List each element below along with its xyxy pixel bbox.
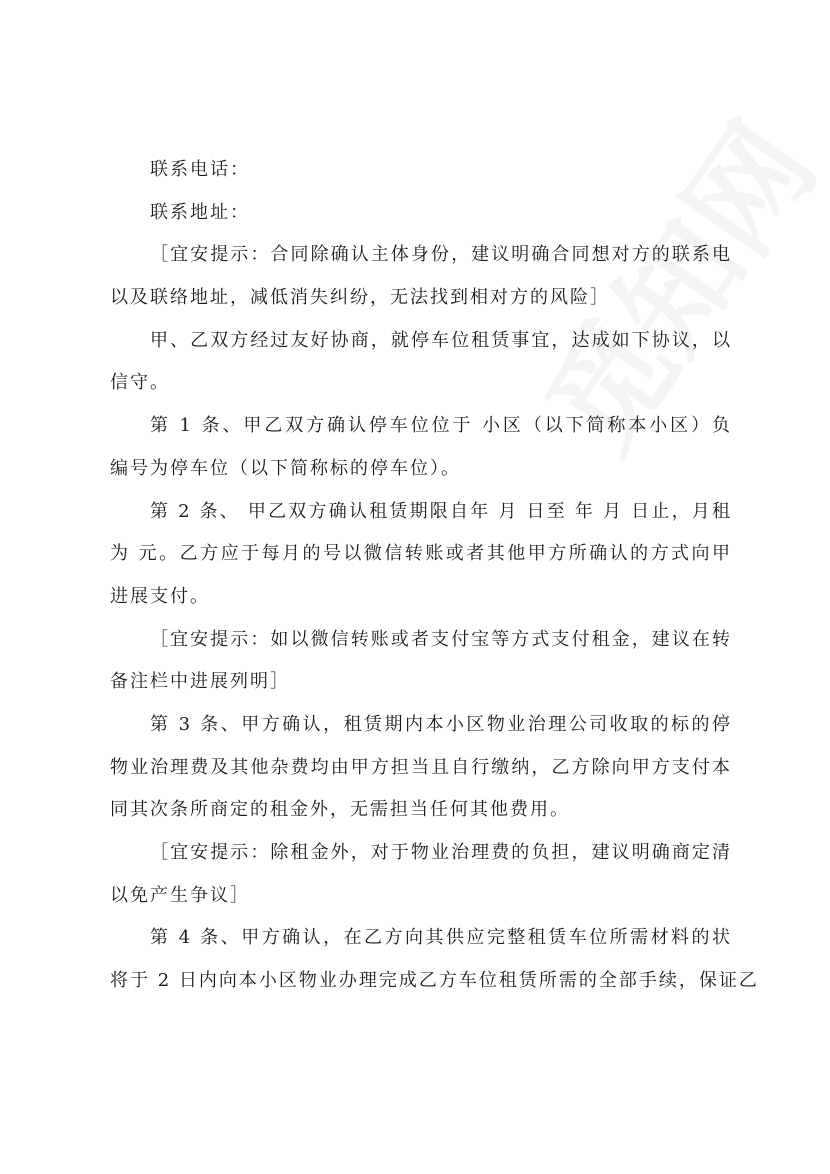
paragraph-line: 物业治理费及其他杂费均由甲方担当且自行缴纳，乙方除向甲方支付本 xyxy=(110,756,732,778)
paragraph xyxy=(110,832,732,917)
paragraph xyxy=(110,405,732,490)
paragraph xyxy=(110,234,732,319)
paragraph-line: 备注栏中进展列明］ xyxy=(110,671,290,693)
paragraph-line: ［宜安提示：合同除确认主体身份，建议明确合同想对方的联系电 xyxy=(150,244,732,266)
paragraph-line: 甲、乙双方经过友好协商，就停车位租赁事宜，达成如下协议，以 xyxy=(150,329,732,351)
paragraph xyxy=(110,619,732,704)
paragraph xyxy=(110,917,759,1002)
paragraph-line: 编号为停车位（以下简称标的停车位）。 xyxy=(110,457,461,479)
paragraph-line: 为 元。乙方应于每月的号以微信转账或者其他甲方所确认的方式向甲 xyxy=(110,543,732,565)
paragraph-line: 以及联络地址，减低消失纠纷，无法找到相对方的风险］ xyxy=(110,287,610,309)
paragraph-line: ［宜安提示：如以微信转账或者支付宝等方式支付租金，建议在转 xyxy=(150,628,732,650)
paragraph-line: 联系地址： xyxy=(150,201,250,223)
paragraph-line: ［宜安提示：除租金外，对于物业治理费的负担，建议明确商定清 xyxy=(150,842,732,863)
paragraph-line: 第 2 条、 甲乙双方确认租赁期限自年 月 日至 年 月 日止，月租 xyxy=(150,500,732,522)
paragraph xyxy=(110,491,732,619)
paragraph xyxy=(110,320,732,405)
paragraph-line: 第 3 条、甲方确认，租赁期内本小区物业治理公司收取的标的停 xyxy=(150,713,732,735)
paragraph-line: 进展支付。 xyxy=(110,585,210,607)
paragraph-line: 第 4 条、甲方确认，在乙方向其供应完整租赁车位所需材料的状 xyxy=(150,927,732,949)
paragraph xyxy=(110,149,732,192)
paragraph-line: 第 1 条、甲乙双方确认停车位位于 小区（以下简称本小区）负 xyxy=(150,415,732,437)
document-body xyxy=(110,149,759,1003)
paragraph-line: 以免产生争议］ xyxy=(110,884,250,906)
paragraph-line: 联系电话： xyxy=(150,159,250,180)
paragraph xyxy=(110,704,732,832)
paragraph-line: 将于 2 日内向本小区物业办理完成乙方车位租赁所需的全部手续，保证乙 xyxy=(110,970,759,992)
paragraph-line: 信守。 xyxy=(110,372,170,394)
paragraph-line: 同其次条所商定的租金外，无需担当任何其他费用。 xyxy=(110,799,570,821)
paragraph xyxy=(110,192,732,235)
